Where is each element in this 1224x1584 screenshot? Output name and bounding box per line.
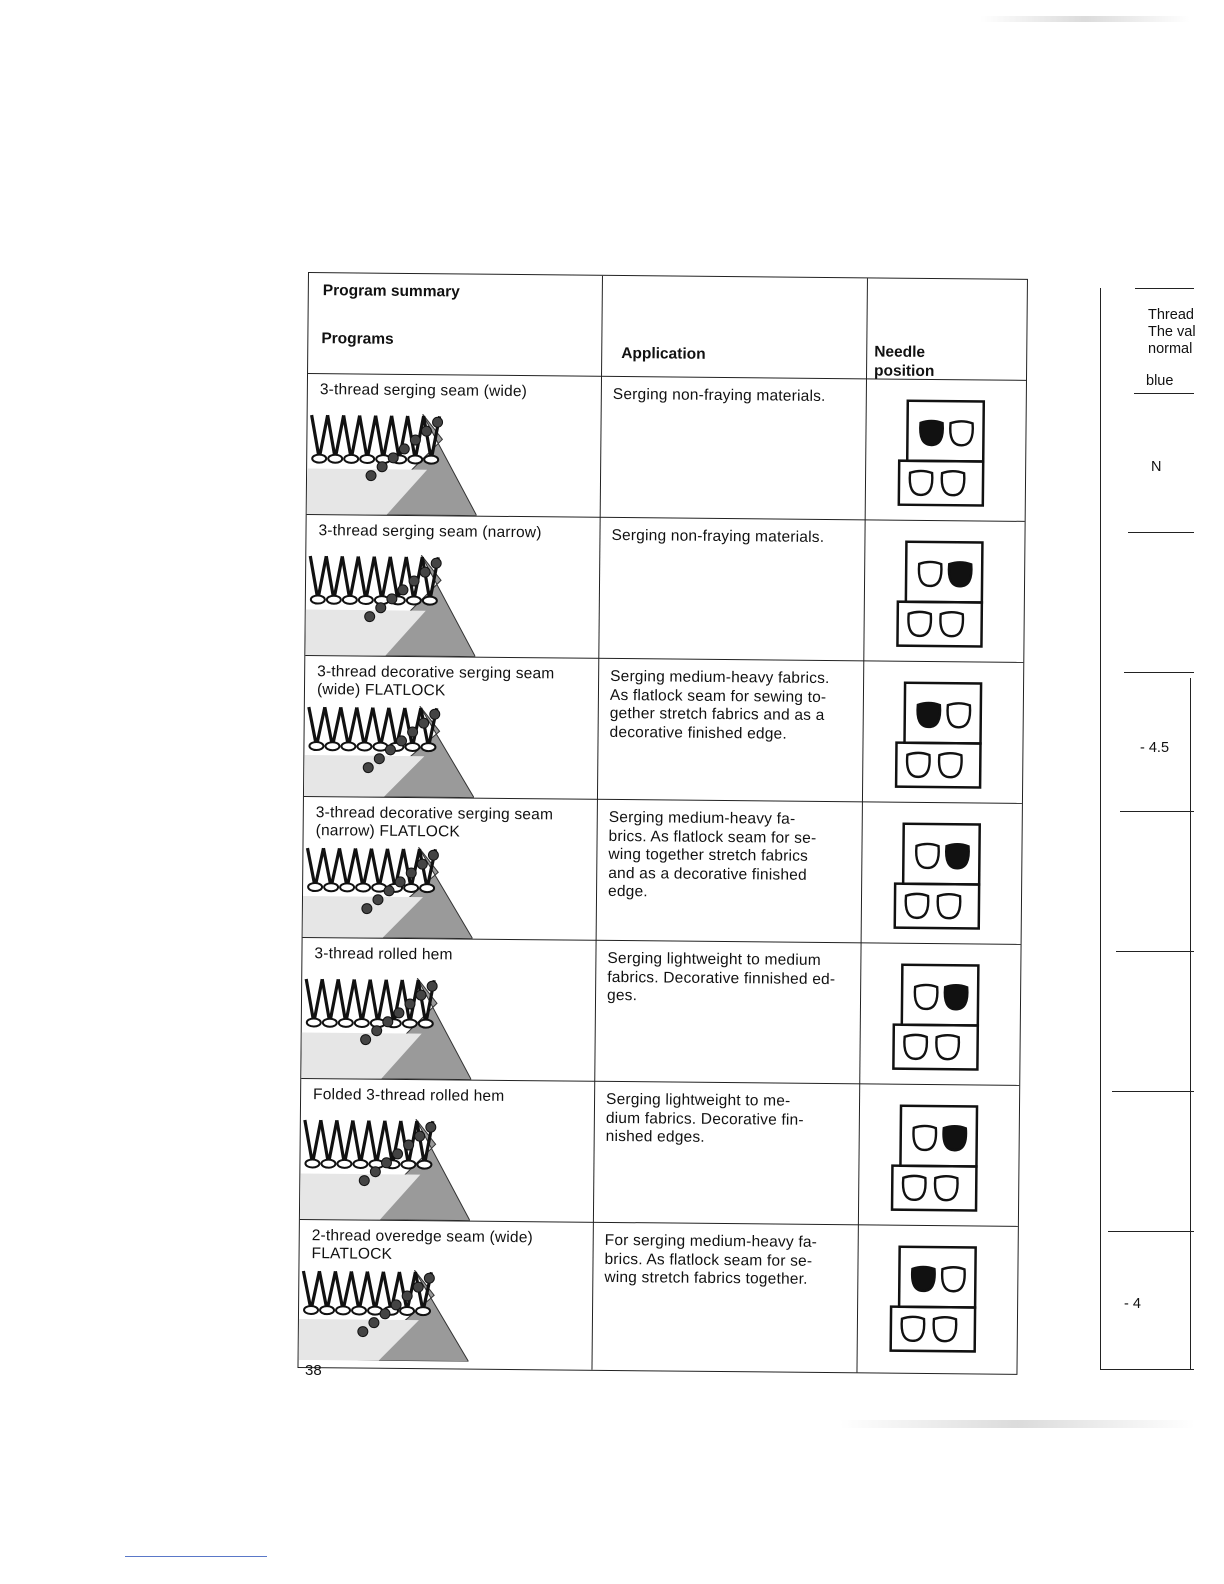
- program-name-line: Folded 3-thread rolled hem: [313, 1086, 505, 1105]
- application-line: Serging lightweight to medium: [607, 949, 821, 969]
- sliver-value: - 4.5: [1140, 740, 1170, 756]
- stitch-diagram-icon: [300, 1118, 471, 1221]
- program-name: [313, 1086, 504, 1106]
- sliver-rule: [1124, 672, 1194, 673]
- needle-position-icon: [891, 963, 984, 1074]
- application-line: brics. As flatlock seam for se-: [604, 1250, 813, 1270]
- table-summary-title: Program summary: [322, 282, 460, 301]
- stitch-diagram-icon: [299, 1269, 470, 1362]
- sliver-border: [1190, 678, 1191, 1370]
- program-name: [318, 522, 541, 542]
- application-line: edge.: [607, 882, 648, 901]
- program-name-line: 3-thread serging seam (wide): [319, 381, 528, 401]
- row-divider: [305, 655, 1023, 663]
- stitch-diagram-icon: [305, 554, 476, 657]
- sliver-rule: [1112, 1091, 1194, 1092]
- program-name: [317, 663, 555, 701]
- program-name-line: 3-thread serging seam (narrow): [318, 522, 542, 542]
- sliver-value: N: [1151, 459, 1162, 475]
- program-name-line: (wide) FLATLOCK: [316, 681, 446, 700]
- sliver-border: [1100, 288, 1101, 1370]
- sliver-rule: [1120, 811, 1194, 812]
- application-line: and as a decorative finished: [608, 864, 807, 884]
- application-line: Serging medium-heavy fabrics.: [610, 667, 830, 688]
- application-line: ges.: [606, 986, 638, 1005]
- needle-position-icon: [890, 1104, 983, 1215]
- row-divider: [301, 1078, 1019, 1086]
- program-name: [311, 1227, 533, 1265]
- application-line: decorative finished edge.: [609, 723, 788, 743]
- column-header-programs: Programs: [321, 330, 394, 348]
- sliver-text: The val: [1148, 324, 1196, 340]
- application-line: As flatlock seam for sewing to-: [609, 686, 827, 706]
- column-header-needle-position: [874, 342, 935, 381]
- next-page-sliver: [1100, 288, 1224, 1370]
- application-line: dium fabrics. Decorative fin-: [605, 1109, 804, 1129]
- program-name-line: 3-thread rolled hem: [314, 945, 453, 964]
- sliver-text: normal: [1148, 341, 1193, 357]
- scan-artifact: [980, 16, 1190, 22]
- application-text: [613, 386, 858, 407]
- program-name: [314, 945, 452, 964]
- sliver-rule: [1108, 1231, 1194, 1232]
- scan-artifact: [840, 1420, 1195, 1428]
- application-text: [608, 809, 854, 904]
- needle-position-icon: [895, 540, 988, 651]
- program-name-line: 2-thread overedge seam (wide): [311, 1227, 534, 1247]
- scan-mark: [125, 1556, 267, 1557]
- sliver-value: - 4: [1124, 1296, 1141, 1312]
- program-name-line: (narrow) FLATLOCK: [315, 822, 461, 841]
- program-summary-table: [297, 272, 1027, 1375]
- program-name-line: FLATLOCK: [311, 1245, 393, 1263]
- application-text: [610, 668, 856, 744]
- needle-header-line: Needle: [874, 343, 926, 361]
- application-line: wing together stretch fabrics: [608, 845, 809, 865]
- needle-position-icon: [893, 822, 986, 933]
- stitch-diagram-icon: [303, 846, 474, 939]
- program-name-line: 3-thread decorative serging seam: [317, 663, 555, 683]
- row-divider: [300, 1219, 1018, 1227]
- column-divider: [856, 278, 868, 1372]
- application-line: Serging non-fraying materials.: [611, 526, 825, 546]
- application-line: Serging lightweight to me-: [605, 1090, 791, 1110]
- application-line: wing stretch fabrics together.: [604, 1268, 808, 1288]
- application-text: [604, 1232, 850, 1290]
- sliver-rule: [1116, 951, 1194, 952]
- column-divider: [591, 276, 603, 1370]
- column-header-application: Application: [621, 345, 706, 363]
- row-divider: [303, 937, 1021, 945]
- application-text: [606, 1091, 852, 1149]
- needle-position-icon: [889, 1245, 982, 1356]
- application-line: For serging medium-heavy fa-: [604, 1231, 818, 1251]
- program-name-line: 3-thread decorative serging seam: [315, 804, 554, 824]
- application-line: nished edges.: [605, 1127, 705, 1146]
- row-divider: [304, 796, 1022, 804]
- application-text: [607, 950, 853, 1008]
- page-number: 38: [305, 1362, 322, 1379]
- needle-position-icon: [897, 399, 990, 510]
- sliver-rule: [1135, 288, 1194, 289]
- stitch-diagram-icon: [304, 705, 475, 798]
- sliver-rule: [1128, 532, 1194, 533]
- sliver-text: Thread: [1148, 307, 1194, 323]
- program-name: [320, 381, 527, 401]
- application-line: gether stretch fabrics and as a: [609, 704, 825, 724]
- sliver-rule: [1100, 1369, 1194, 1370]
- stitch-diagram-icon: [307, 413, 478, 516]
- needle-header-line: position: [873, 362, 935, 381]
- application-line: Serging non-fraying materials.: [612, 385, 826, 405]
- application-line: fabrics. Decorative finnished ed-: [607, 968, 836, 988]
- stitch-diagram-icon: [301, 977, 472, 1080]
- needle-position-icon: [894, 681, 987, 792]
- program-name: [316, 804, 554, 842]
- sliver-blue-label: blue: [1146, 373, 1174, 389]
- row-divider: [307, 514, 1025, 522]
- application-text: [611, 527, 856, 548]
- application-line: Serging medium-heavy fa-: [608, 808, 796, 828]
- application-line: brics. As flatlock seam for se-: [608, 827, 817, 847]
- sliver-rule: [1134, 393, 1194, 394]
